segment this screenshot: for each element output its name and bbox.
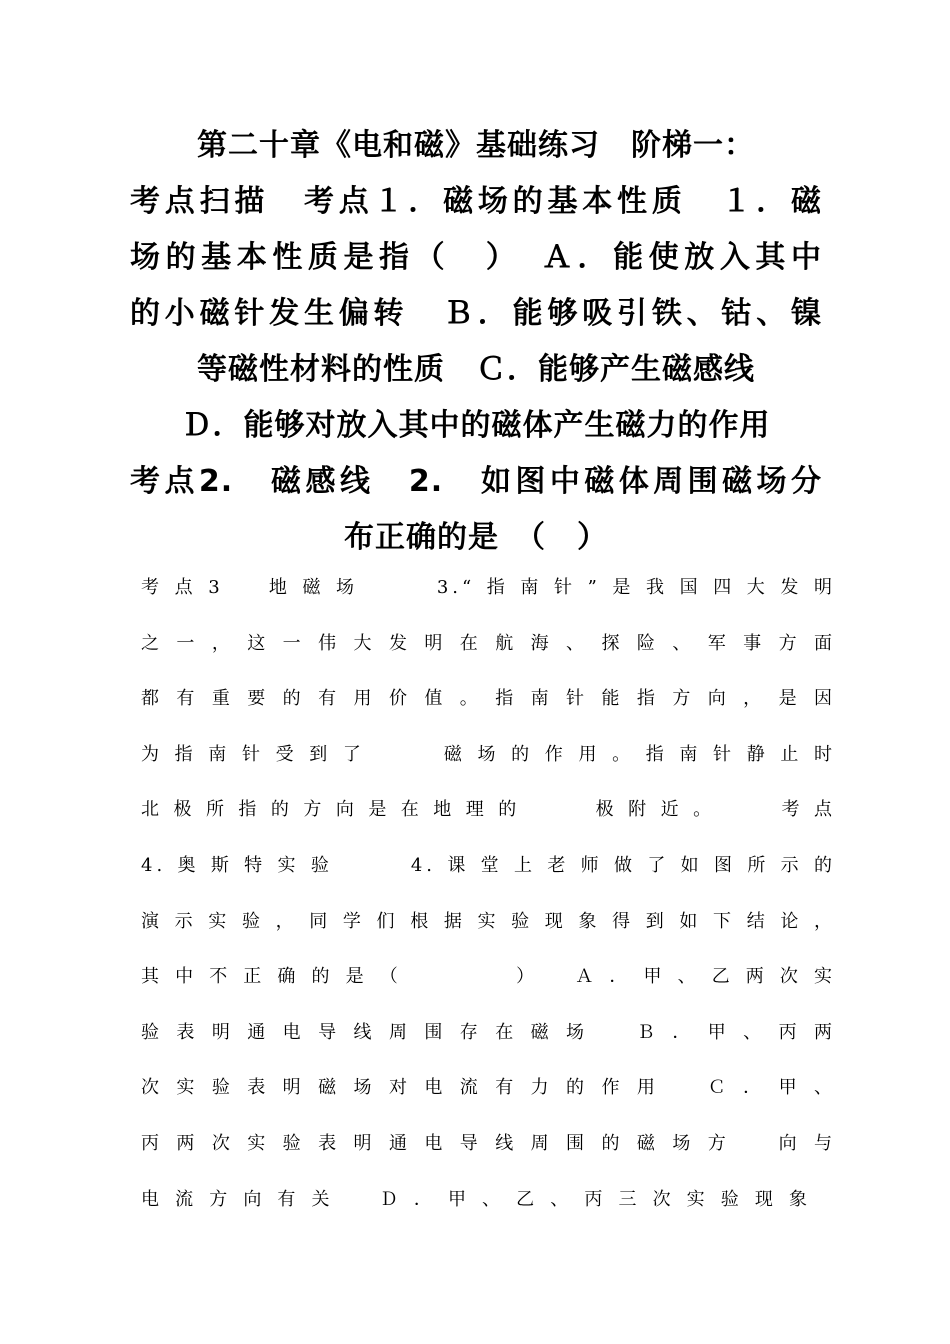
heading-line: 等磁性材料的性质 Ｃ．能够产生磁感线 — [197, 352, 755, 387]
heading-line: 考点2. 磁感线 2. 如图中磁体周围磁场分 — [130, 464, 822, 499]
body-line: 考点3 地磁场 3.“指南针”是我国四大发明 — [141, 577, 836, 598]
body-line: 验表明通电导线周围存在磁场 Ｂ．甲、丙两 — [141, 1021, 836, 1043]
body-line: 次实验表明磁场对电流有力的作用 Ｃ．甲、 — [141, 1077, 836, 1099]
body-line: 为指南针受到了 磁场的作用。指南针静止时 — [141, 743, 836, 765]
heading-line: 考点扫描 考点１．磁场的基本性质 １．磁 — [130, 184, 822, 219]
heading-line: 布正确的是 （ ） — [344, 520, 608, 555]
heading-line: 的小磁针发生偏转 Ｂ．能够吸引铁、钴、镍 — [130, 296, 822, 331]
body-line: 丙两次实验表明通电导线周围的磁场方 向与 — [141, 1132, 836, 1154]
body-line: 演示实验，同学们根据实验现象得到如下结论， — [141, 910, 836, 932]
body-text-block — [141, 568, 836, 1235]
heading-block — [130, 118, 822, 566]
body-line: 都有重要的有用价值。指南针能指方向，是因 — [141, 688, 836, 710]
heading-line: Ｄ．能够对放入其中的磁体产生磁力的作用 — [181, 408, 771, 443]
title-line: 第二十章《电和磁》基础练习 阶梯一： — [197, 128, 755, 163]
body-line: 电流方向有关 Ｄ．甲、乙、丙三次实验现象 — [141, 1188, 811, 1210]
body-line: 4.奥斯特实验 4.课堂上老师做了如图所示的 — [141, 854, 836, 876]
body-line: 北极所指的方向是在地理的 极附近。 考点 — [141, 799, 836, 821]
body-line: 其中不正确的是（ ） Ａ．甲、乙两次实 — [141, 966, 836, 988]
body-line: 之一，这一伟大发明在航海、探险、军事方面 — [141, 632, 836, 654]
heading-line: 场的基本性质是指（ ） Ａ．能使放入其中 — [130, 240, 822, 275]
